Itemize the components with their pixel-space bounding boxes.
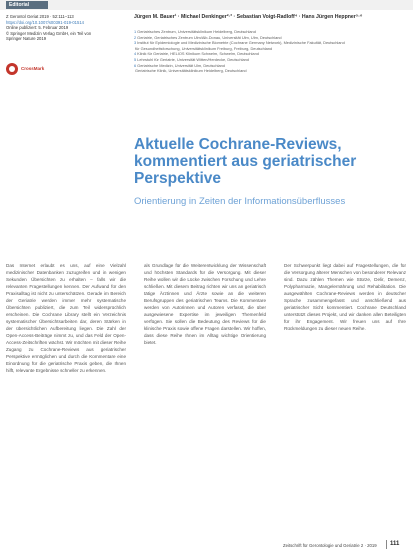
affiliation: Geriatrische Klinik, Universitätsklinikum Heidelberg, Deutschland xyxy=(135,68,247,74)
copyright-line: © Springer Medizin Verlag GmbH, ein Teil von xyxy=(6,30,92,36)
affiliation: 2Geriatrie, Geriatrisches Zentrum Ulm/Alb-Donau, Universität Ulm, Ulm, Deutschland xyxy=(134,34,282,40)
copyright-line-2: Springer Nature 2019 xyxy=(6,36,47,42)
body-text: Der Schwerpunkt liegt dabei auf Fragestellungen, die für die Versorgung älterer Menschen von besonderer Relevanz sind. Dazu zählen Themen wie Stürze, Delir, Demenz, Polypharmazie, Mangelernährung und Rehabilitation. Die ausgewählten Cochrane-Reviews werden in deutscher Sprache zusammengefasst und anschließend aus geriatrischer Sicht kommentiert. Cochrane Deutschland unterstützt dieses Projekt, und wir danken allen Beteiligten für ihr Engagement. Wir freuen uns auf Ihre Rückmeldungen zu dieser neuen Reihe. xyxy=(284,263,406,331)
affiliation-list xyxy=(134,29,404,74)
doi-link[interactable]: https://doi.org/10.1007/s00391-019-01514 xyxy=(6,19,84,25)
affiliation: 6Geriatrische Medizin, Universität Ulm, Deutschland xyxy=(134,62,225,68)
affiliation: 4Klinik für Geriatrie, HELIOS Klinikum Schwelm, Schwelm, Deutschland xyxy=(134,51,259,57)
section-header-bar xyxy=(0,0,413,10)
article-subtitle: Orientierung in Zeiten der Informationsüberflusses xyxy=(134,196,346,207)
page-number: 111 xyxy=(390,541,400,547)
body-column-2 xyxy=(144,262,266,538)
affiliation: für Gesundheitsforschung, Universitätsklinikum Freiburg, Freiburg, Deutschland xyxy=(135,45,273,51)
affiliation: 3Institut für Epidemiologie und Medizinische Biometrie (Cochrane Germany Network), Medizinische Fakultät, Deutschland xyxy=(134,40,345,46)
body-text: Das Internet erlaubt es uns, auf eine Vielzahl medizinischer Datenbanken zuzugreifen und in wenigen Sekunden Übersichten zu erhalten – falls wir die relevanten Fragestellungen kennen. Der Aufwand für den Praxisalltag ist nicht zu unterschätzen. Gerade im Bereich der Geriatrie werden immer mehr systematische Übersichten publiziert, die zum Teil widersprüchlich erscheinen. Die Cochrane Library stellt ein Verzeichnis systematischer Übersichtsarbeiten dar, deren Stärken in der übersichtlichen Aufbereitung liegen. Die Zahl der Open-Access-Beiträge nimmt zu, und das Feld der Open-Access-Zeitschriften wächst. Wir möchten mit dieser Reihe Zugang zu Cochrane-Reviews aus geriatrischer Perspektive ermöglichen und durch die Kommentare eine Einordnung für die geriatrische Praxis geben, die Ihnen hilft, relevante Ergebnisse schneller zu erkennen. xyxy=(6,263,126,373)
author-list: Jürgen M. Bauer¹ · Michael Denkinger²·³ · Sebastian Voigt-Radloff⁴ · Hans Jürgen Heppner⁵·⁶ xyxy=(134,14,363,20)
article-title: Aktuelle Cochrane-Reviews, kommentiert aus geriatrischer Perspektive xyxy=(134,136,357,187)
affiliation: 1Geriatrisches Zentrum, Universitätsklinikum Heidelberg, Deutschland xyxy=(134,29,256,34)
crossmark-label[interactable]: CrossMark xyxy=(21,66,45,71)
section-label: Editorial xyxy=(9,2,30,8)
section-tag xyxy=(6,1,48,9)
footer-divider xyxy=(386,540,387,549)
article-meta xyxy=(6,14,92,42)
body-text: als Grundlage für die Weiterentwicklung der Wissenschaft und höchsten Standards für die Versorgung. Mit dieser Reihe wollen wir die Lücke zwischen Forschung und Lehre schließen. Mit diesem Beitrag richten wir uns an geriatrisch tätige Ärztinnen und Ärzte sowie an die weiteren Berufsgruppen des geriatrischen Teams. Die Kommentare werden von Autorinnen und Autoren verfasst, die über ausgewiesene Expertise im jeweiligen Themenfeld verfügen. Sie sollen die Bedeutung des Reviews für die klinische Praxis sowie offene Fragen darstellen. Wir hoffen, dass diese Reihe Ihnen im Alltag wichtige Orientierung bietet. xyxy=(144,263,266,345)
crossmark-icon[interactable] xyxy=(6,63,18,75)
citation-line: Z Gerontol Geriat 2019 · 52:111–113 xyxy=(6,14,74,19)
footer-journal: Zeitschrift für Gerontologie und Geriatrie 2 · 2019 xyxy=(283,543,377,548)
publication-date: Online publiziert: 5. Februar 2019 xyxy=(6,25,69,31)
body-column-3 xyxy=(284,262,406,538)
affiliation: 5Lehrstuhl für Geriatrie, Universität Witten/Herdecke, Deutschland xyxy=(134,56,249,62)
body-column-1 xyxy=(6,262,126,538)
